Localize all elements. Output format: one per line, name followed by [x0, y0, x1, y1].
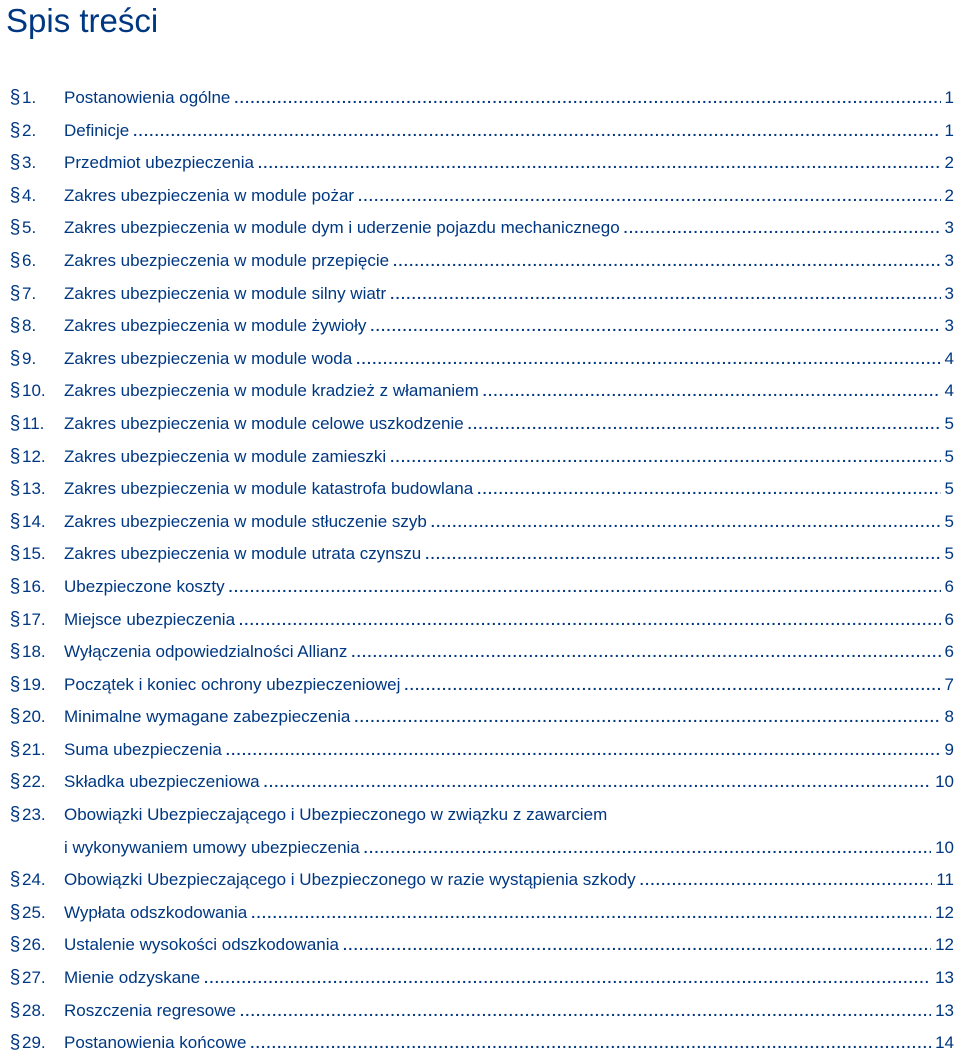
toc-entry[interactable]: [0, 864, 960, 897]
toc-entry-title: Początek i koniec ochrony ubezpieczeniowej: [64, 674, 401, 694]
toc-entry-title: Wyłączenia odpowiedzialności Allianz: [64, 642, 348, 662]
dot-leader: [356, 343, 940, 376]
toc-entry[interactable]: [0, 538, 960, 571]
dot-leader: [390, 441, 940, 474]
toc-entry[interactable]: [0, 115, 960, 148]
dot-leader: [624, 212, 941, 245]
toc-entry-number: 8.: [22, 316, 37, 336]
dot-leader: [343, 929, 931, 962]
toc-entry[interactable]: [0, 1027, 960, 1060]
dot-leader: [351, 636, 940, 669]
section-sign-icon: §: [9, 934, 21, 956]
toc-entry-page: 5: [944, 544, 954, 564]
section-sign-icon: §: [9, 478, 21, 500]
toc-entry[interactable]: [0, 701, 960, 734]
toc-entry-page: 4: [944, 381, 954, 401]
toc-entry-title: Zakres ubezpieczenia w module katastrofa budowlana: [64, 479, 474, 499]
toc-entry-number: 25.: [22, 902, 46, 922]
toc-entry[interactable]: [0, 343, 960, 376]
dot-leader: [483, 375, 941, 408]
dot-leader: [477, 473, 940, 506]
section-sign-icon: §: [9, 315, 21, 337]
toc-entry-title: Postanowienia końcowe: [64, 1033, 247, 1053]
toc-entry-number: 12.: [22, 446, 46, 466]
toc-entry[interactable]: [0, 180, 960, 213]
toc-entry-title: Definicje: [64, 120, 130, 140]
toc-entry[interactable]: [0, 147, 960, 180]
toc-entry-title: Miejsce ubezpieczenia: [64, 609, 236, 629]
dot-leader: [264, 766, 931, 799]
toc-entry-number: 21.: [22, 739, 46, 759]
toc-entry-page: 3: [944, 316, 954, 336]
toc-entry-title: Minimalne wymagane zabezpieczenia: [64, 707, 351, 727]
toc-entry-number: 13.: [22, 479, 46, 499]
toc-entry[interactable]: [0, 636, 960, 669]
toc-entry-page: 10: [935, 837, 954, 857]
toc-entry-page: 5: [944, 413, 954, 433]
toc-entry-number: 29.: [22, 1033, 46, 1053]
section-sign-icon: §: [9, 869, 21, 891]
toc-entry[interactable]: [0, 669, 960, 702]
dot-leader: [234, 82, 940, 115]
section-sign-icon: §: [9, 412, 21, 434]
toc-entry-continuation[interactable]: [0, 832, 960, 865]
toc-entry[interactable]: [0, 375, 960, 408]
section-sign-icon: §: [9, 543, 21, 565]
toc-entry[interactable]: [0, 441, 960, 474]
toc-entry-number: 1.: [22, 88, 37, 107]
toc-entry-title: Zakres ubezpieczenia w module celowe uszkodzenie: [64, 413, 464, 433]
toc-entry[interactable]: [0, 734, 960, 767]
toc-entry-page: 2: [944, 153, 954, 173]
section-sign-icon: §: [9, 184, 21, 206]
section-sign-icon: §: [9, 445, 21, 467]
toc-entry-number: 20.: [22, 707, 46, 727]
dot-leader: [133, 115, 940, 148]
toc-entry[interactable]: [0, 929, 960, 962]
toc-entry-page: 2: [944, 185, 954, 205]
section-sign-icon: §: [9, 738, 21, 760]
toc-entry-number: 5.: [22, 218, 37, 238]
toc-entry-number: 28.: [22, 1000, 46, 1020]
toc-entry-page: 1: [944, 88, 954, 107]
toc-entry-page: 6: [944, 576, 954, 596]
toc-entry-page: 12: [935, 902, 954, 922]
section-sign-icon: §: [9, 347, 21, 369]
toc-entry-number: 16.: [22, 576, 46, 596]
section-sign-icon: §: [9, 217, 21, 239]
toc-entry-number: 10.: [22, 381, 46, 401]
toc-entry[interactable]: [0, 897, 960, 930]
toc-entry-title: Wypłata odszkodowania: [64, 902, 248, 922]
toc-entry-page: 14: [935, 1033, 954, 1053]
section-sign-icon: §: [9, 1032, 21, 1054]
section-sign-icon: §: [9, 119, 21, 141]
toc-entry-title: Zakres ubezpieczenia w module utrata czynszu: [64, 544, 422, 564]
toc-entry-number: 19.: [22, 674, 46, 694]
toc-entry-number: 2.: [22, 120, 37, 140]
section-sign-icon: §: [9, 706, 21, 728]
dot-leader: [226, 734, 941, 767]
dot-leader: [468, 408, 941, 441]
toc-entry-number: 22.: [22, 772, 46, 792]
toc-entry-page: 1: [944, 120, 954, 140]
dot-leader: [404, 669, 940, 702]
section-sign-icon: §: [9, 575, 21, 597]
toc-entry-page: 8: [944, 707, 954, 727]
toc-entry[interactable]: [0, 995, 960, 1028]
dot-leader: [229, 571, 941, 604]
toc-entry-title: Zakres ubezpieczenia w module zamieszki: [64, 446, 387, 466]
section-sign-icon: §: [9, 380, 21, 402]
toc-entry-number: 7.: [22, 283, 37, 303]
dot-leader: [364, 832, 931, 865]
toc-entry[interactable]: [0, 245, 960, 278]
toc-entry-page: 11: [936, 870, 954, 890]
toc-entry-page: 3: [944, 250, 954, 270]
toc-entry-page: 9: [944, 739, 954, 759]
toc-entry-page: 6: [944, 642, 954, 662]
dot-leader: [393, 245, 940, 278]
section-sign-icon: §: [9, 641, 21, 663]
toc-entry-title: Zakres ubezpieczenia w module kradzież z włamaniem: [64, 381, 479, 401]
dot-leader: [251, 897, 931, 930]
toc-entry[interactable]: [0, 571, 960, 604]
dot-leader: [250, 1027, 931, 1060]
dot-leader: [425, 538, 940, 571]
toc-entry[interactable]: [0, 278, 960, 311]
toc-entry-page: 13: [935, 1000, 954, 1020]
toc-entry[interactable]: [0, 766, 960, 799]
toc-entry-page: 5: [944, 479, 954, 499]
toc-entry-page: 5: [944, 446, 954, 466]
dot-leader: [390, 278, 940, 311]
toc-entry-number: 11.: [22, 413, 45, 433]
toc-entry-title: Zakres ubezpieczenia w module woda: [64, 348, 353, 368]
section-sign-icon: §: [9, 967, 21, 989]
toc-entry-number: 3.: [22, 153, 37, 173]
toc-entry-number: 26.: [22, 935, 46, 955]
toc-entry-page: 12: [935, 935, 954, 955]
toc-entry[interactable]: [0, 799, 960, 832]
toc-entry-page: 7: [944, 674, 954, 694]
toc-entry-title: Zakres ubezpieczenia w module przepięcie: [64, 250, 390, 270]
toc-entry-title: Postanowienia ogólne: [64, 88, 231, 107]
toc-entry-page: 5: [944, 511, 954, 531]
toc-entry-number: 6.: [22, 250, 37, 270]
toc-entry-title: Obowiązki Ubezpieczającego i Ubezpieczonego w razie wystąpienia szkody: [64, 870, 636, 890]
toc-entry[interactable]: [0, 473, 960, 506]
dot-leader: [370, 310, 940, 343]
section-sign-icon: §: [9, 510, 21, 532]
toc-entry[interactable]: [0, 212, 960, 245]
toc-entry-title: Zakres ubezpieczenia w module pożar: [64, 185, 355, 205]
toc-entry-title-continued: i wykonywaniem umowy ubezpieczenia: [64, 837, 360, 857]
toc-entry[interactable]: [0, 408, 960, 441]
toc-entry-number: 18.: [22, 642, 46, 662]
toc-entry[interactable]: [0, 962, 960, 995]
toc-entry-number: 17.: [22, 609, 46, 629]
toc-entry-title: Przedmiot ubezpieczenia: [64, 153, 254, 173]
dot-leader: [358, 180, 940, 213]
toc-entry[interactable]: [0, 310, 960, 343]
toc-entry-number: 23.: [22, 805, 46, 825]
section-sign-icon: §: [9, 771, 21, 793]
section-sign-icon: §: [9, 804, 21, 826]
toc-entry-page: 10: [935, 772, 954, 792]
dot-leader: [354, 701, 940, 734]
toc-entry-number: 4.: [22, 185, 37, 205]
toc-entry-page: 13: [935, 968, 954, 988]
toc-entry-title: Roszczenia regresowe: [64, 1000, 236, 1020]
toc-entry-title: Zakres ubezpieczenia w module dym i uderzenie pojazdu mechanicznego: [64, 218, 620, 238]
dot-leader: [239, 604, 940, 637]
toc-entry-title: Składka ubezpieczeniowa: [64, 772, 260, 792]
toc-entry[interactable]: [0, 604, 960, 637]
section-sign-icon: §: [9, 87, 21, 108]
toc-entry[interactable]: [0, 506, 960, 539]
toc-entry-number: 15.: [22, 544, 46, 564]
toc-entry-title: Mienie odzyskane: [64, 968, 201, 988]
section-sign-icon: §: [9, 673, 21, 695]
page-title: Spis treści: [6, 2, 159, 39]
toc-entry-title: Zakres ubezpieczenia w module żywioły: [64, 316, 367, 336]
toc-entry-page: 4: [944, 348, 954, 368]
section-sign-icon: §: [9, 282, 21, 304]
toc-entry-number: 14.: [22, 511, 46, 531]
toc-entry-page: 3: [944, 283, 954, 303]
toc-entry-number: 24.: [22, 870, 46, 890]
toc-entry-number: 9.: [22, 348, 37, 368]
toc-entry-title: Zakres ubezpieczenia w module silny wiatr: [64, 283, 387, 303]
toc-entry-page: 6: [944, 609, 954, 629]
toc-entry-number: 27.: [22, 968, 46, 988]
dot-leader: [640, 864, 933, 897]
toc-entry[interactable]: [0, 82, 960, 115]
section-sign-icon: §: [9, 901, 21, 923]
table-of-contents: [0, 82, 960, 1060]
dot-leader: [240, 995, 931, 1028]
toc-entry-title: Ubezpieczone koszty: [64, 576, 225, 596]
section-sign-icon: §: [9, 999, 21, 1021]
toc-entry-title: Suma ubezpieczenia: [64, 739, 222, 759]
toc-entry-title: Zakres ubezpieczenia w module stłuczenie szyb: [64, 511, 427, 531]
dot-leader: [431, 506, 941, 539]
toc-entry-title: Ustalenie wysokości odszkodowania: [64, 935, 339, 955]
dot-leader: [204, 962, 931, 995]
section-sign-icon: §: [9, 152, 21, 174]
toc-entry-page: 3: [944, 218, 954, 238]
toc-entry-title: Obowiązki Ubezpieczającego i Ubezpieczonego w związku z zawarciem: [64, 805, 608, 825]
dot-leader: [258, 147, 941, 180]
section-sign-icon: §: [9, 608, 21, 630]
section-sign-icon: §: [9, 249, 21, 271]
